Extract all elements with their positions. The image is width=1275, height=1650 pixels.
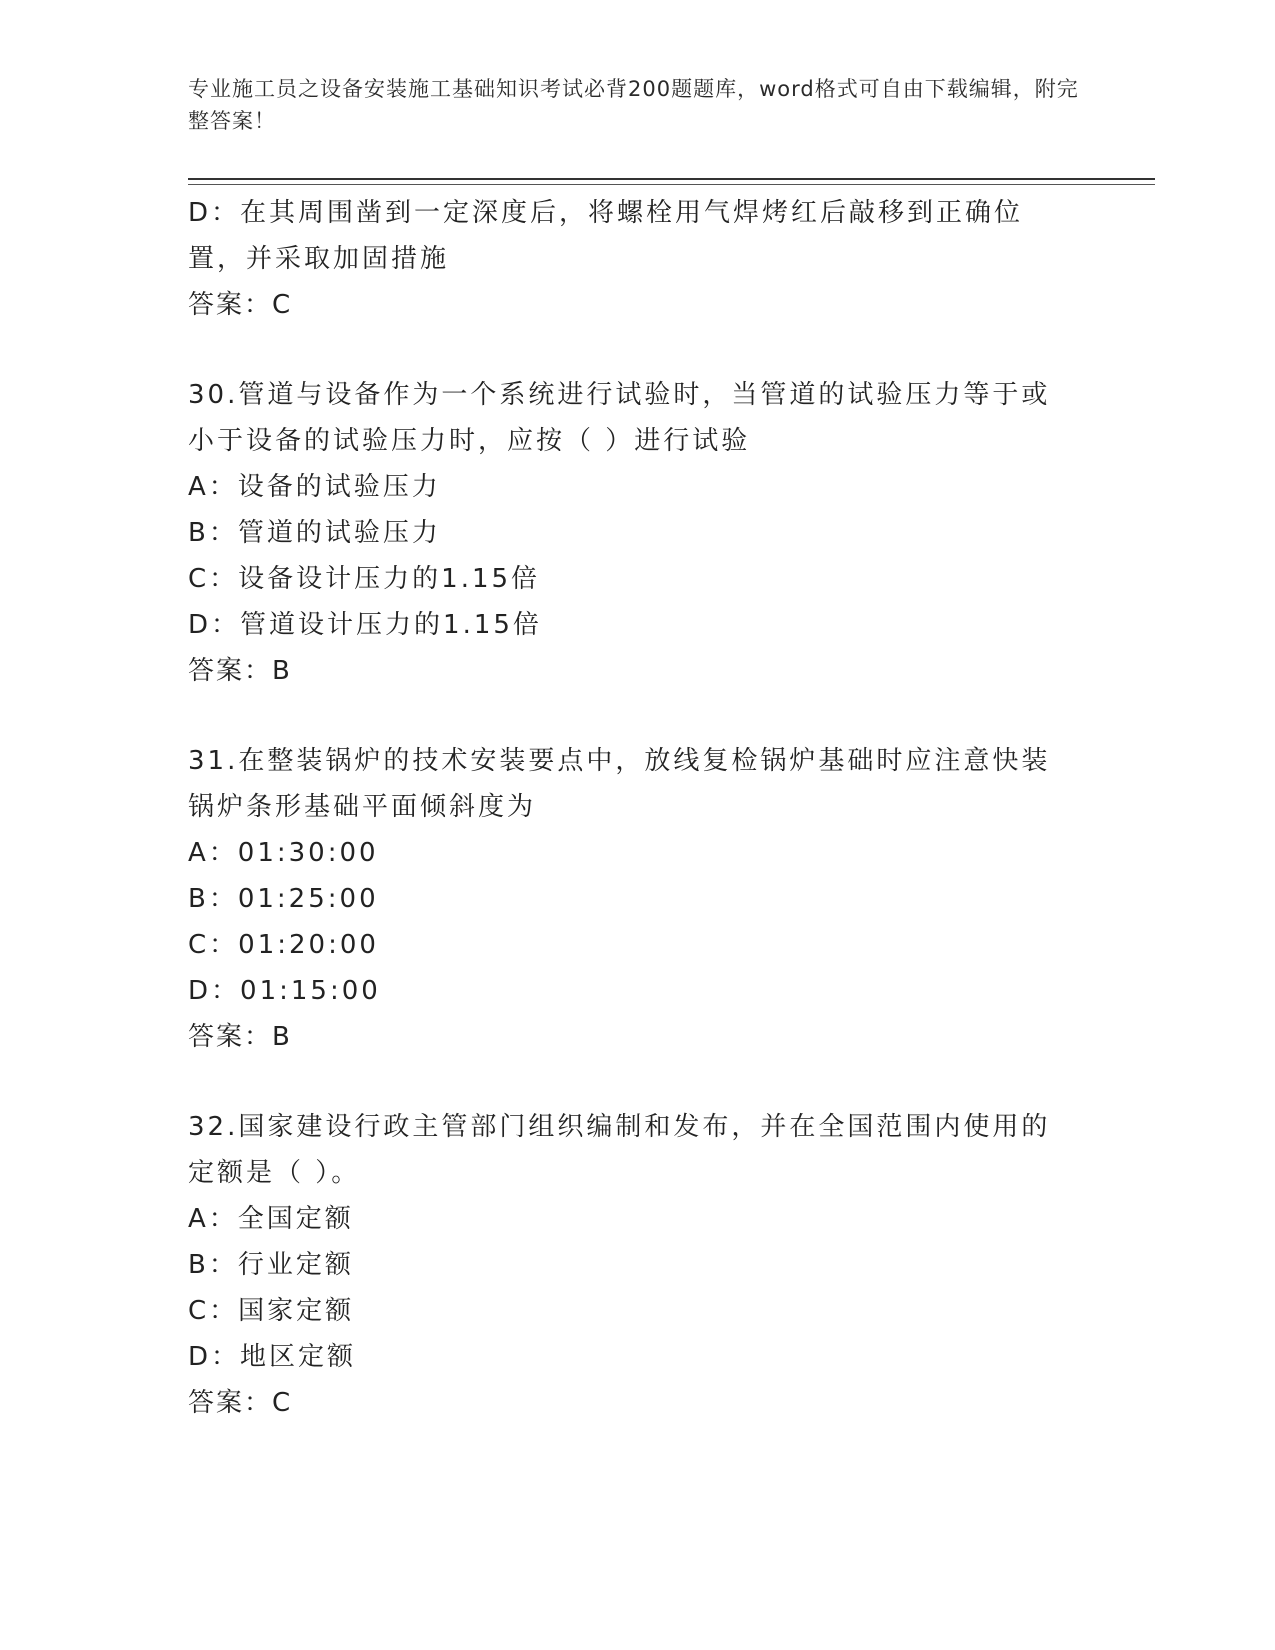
header-divider-thick xyxy=(188,178,1155,180)
answer-label: 答案：B xyxy=(188,656,292,686)
question-stem: 31.在整装锅炉的技术安装要点中，放线复检锅炉基础时应注意快装锅炉条形基础平面倾斜度为 xyxy=(188,746,1051,822)
option-d: D：管道设计压力的1.15倍 xyxy=(188,610,542,640)
option-b: B：01:25:00 xyxy=(188,884,379,914)
document-header: 专业施工员之设备安装施工基础知识考试必背200题题库，word格式可自由下载编辑，附完整答案！ xyxy=(188,77,1079,133)
answer-label: 答案：C xyxy=(188,290,293,320)
question-31 xyxy=(188,738,1088,1060)
question-stem: 30.管道与设备作为一个系统进行试验时，当管道的试验压力等于或小于设备的试验压力时，应按（ ）进行试验 xyxy=(188,380,1051,456)
option-b: B：管道的试验压力 xyxy=(188,518,441,548)
header-divider-thin xyxy=(188,184,1155,185)
option-c: C：国家定额 xyxy=(188,1296,355,1326)
option-b: B：行业定额 xyxy=(188,1250,354,1280)
option-c: C：01:20:00 xyxy=(188,930,379,960)
question-stem: 32.国家建设行政主管部门组织编制和发布，并在全国范围内使用的定额是（ ）。 xyxy=(188,1112,1051,1188)
option-a: A：01:30:00 xyxy=(188,838,379,868)
question-content xyxy=(188,190,1088,1426)
option-a: A：设备的试验压力 xyxy=(188,472,441,502)
option-d: D：地区定额 xyxy=(188,1342,357,1372)
answer-label: 答案：C xyxy=(188,1388,293,1418)
option-d: D：01:15:00 xyxy=(188,976,381,1006)
option-a: A：全国定额 xyxy=(188,1204,354,1234)
answer-label: 答案：B xyxy=(188,1022,292,1052)
option-d-continued: D：在其周围凿到一定深度后，将螺栓用气焊烤红后敲移到正确位置，并采取加固措施 xyxy=(188,198,1024,274)
question-30 xyxy=(188,372,1088,694)
option-c: C：设备设计压力的1.15倍 xyxy=(188,564,541,594)
question-32 xyxy=(188,1104,1088,1426)
